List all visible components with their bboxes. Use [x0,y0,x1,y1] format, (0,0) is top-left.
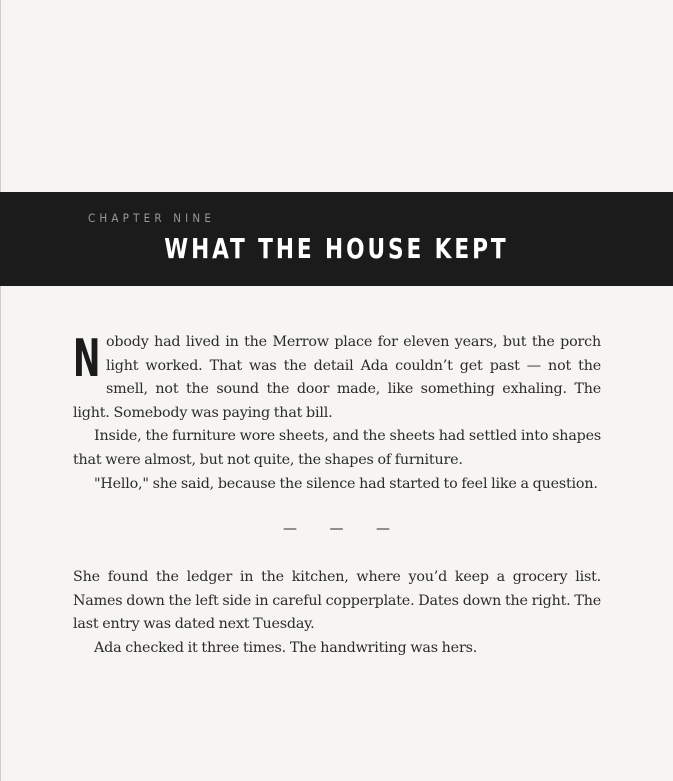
paragraph: Inside, the furniture wore sheets, and the sheets had settled into shapes that were almost, but not quite, the shapes of furniture. [73,428,601,468]
paragraph-text: obody had lived in the Merrow place for eleven years, but the porch light worked. That was the detail Ada couldn’t get past — not the smell, not the sound the door made, like something exhaling. The light. Somebody was paying that bill. [73,334,601,421]
chapter-label: CHAPTER NINE [88,211,216,225]
section-two [73,566,601,660]
paragraph [73,331,601,425]
paragraph: Ada checked it three times. The handwriting was hers. [94,639,478,656]
page-edge [0,0,1,781]
drop-cap: N [73,329,101,389]
paragraph: She found the ledger in the kitchen, where you’d keep a grocery list. Names down the left side in careful copperplate. Dates down the right. The last entry was dated next Tuesday. [73,569,601,633]
chapter-title: WHAT THE HOUSE KEPT [164,232,509,265]
scene-break: — — — [283,521,404,537]
section-one [73,331,601,496]
paragraph: "Hello," she said, because the silence had started to feel like a question. [94,475,598,492]
